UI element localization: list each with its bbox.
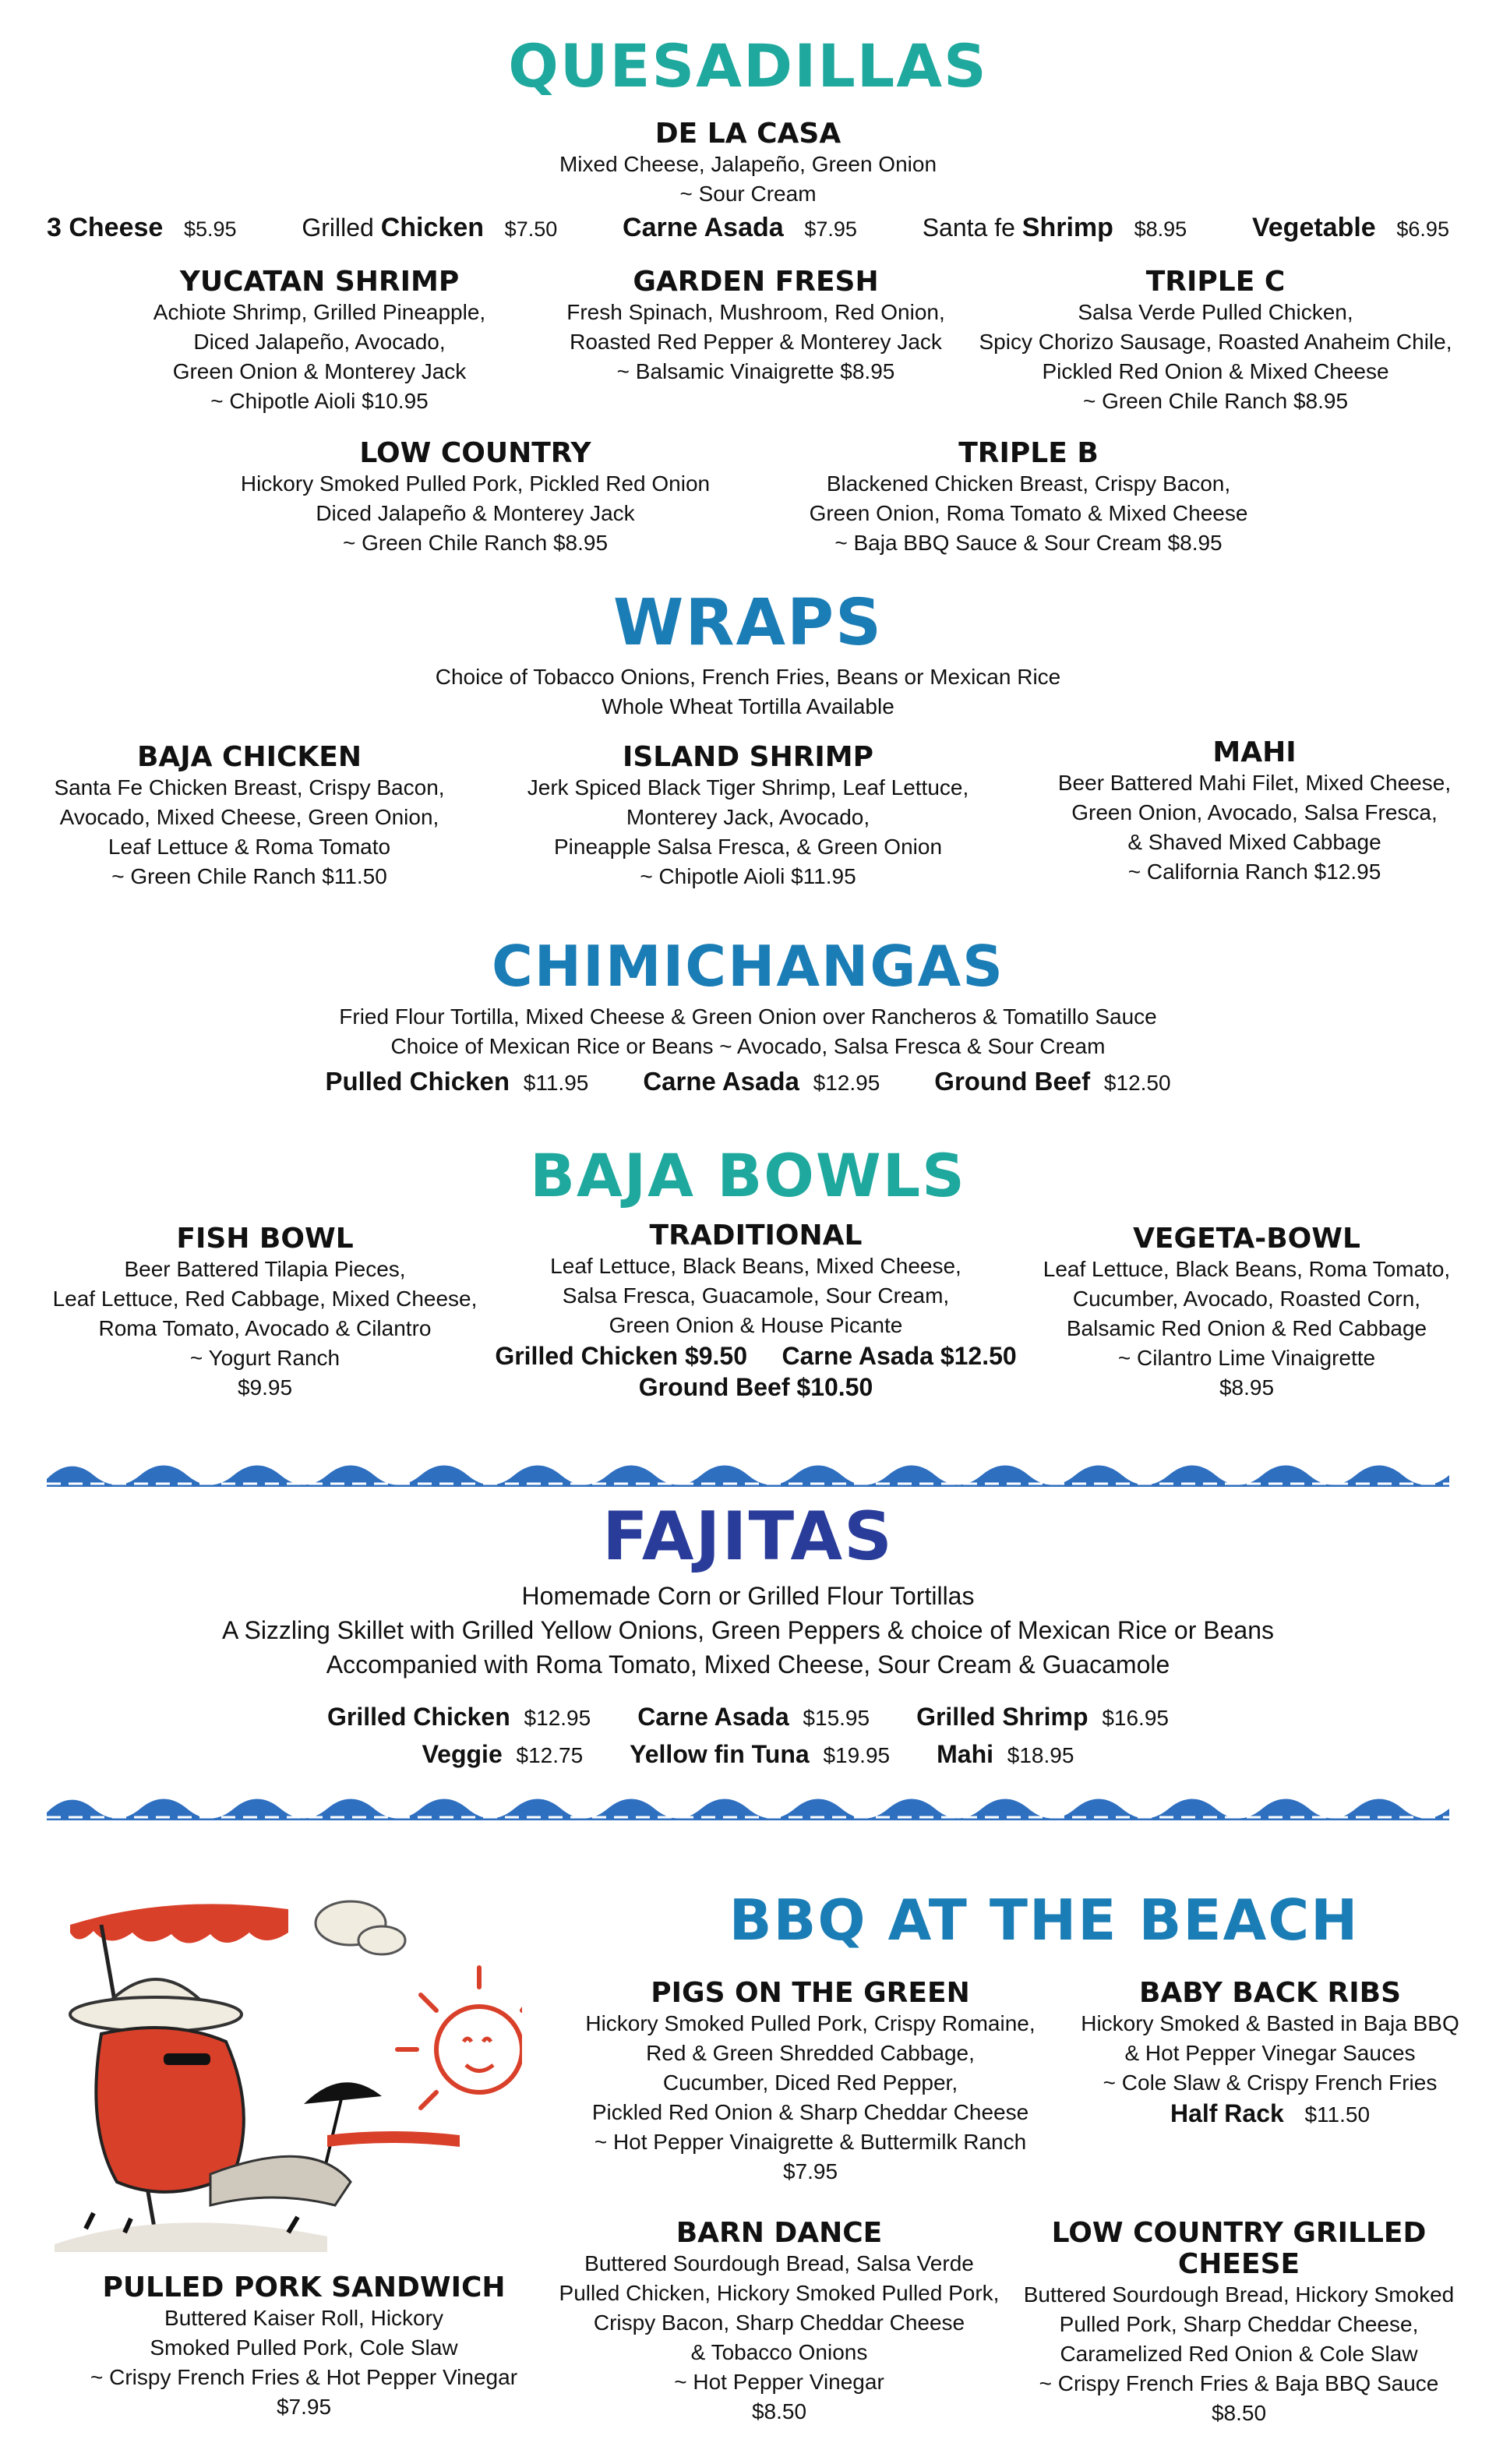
de-la-casa-line: ~ Sour Cream	[679, 182, 817, 206]
triple-c: TRIPLE C Salsa Verde Pulled Chicken, Spicy Chorizo Sausage, Roasted Anaheim Chile, Pickled Red Onion & Mixed Cheese ~ Green Chile Ranch $8.95	[979, 266, 1452, 413]
quesadilla-option: Grilled Chicken $7.50	[302, 213, 558, 242]
low-country: LOW COUNTRY Hickory Smoked Pulled Pork, Pickled Red Onion Diced Jalapeño & Monterey Jack ~ Green Chile Ranch $8.95	[240, 437, 711, 555]
chimichanga-options	[0, 1066, 1496, 1099]
wraps-title: WRAPS	[612, 586, 884, 660]
quesadilla-option: Carne Asada $7.95	[623, 213, 857, 242]
bbq-title: BBQ AT THE BEACH	[729, 1887, 1360, 1953]
fish-bowl: FISH BOWL Beer Battered Tilapia Pieces, Leaf Lettuce, Red Cabbage, Mixed Cheese, Roma Tomato, Avocado & Cilantro ~ Yogurt Ranch $9.95	[52, 1223, 478, 1400]
de-la-casa-line: Mixed Cheese, Jalapeño, Green Onion	[559, 152, 937, 176]
vegeta-bowl: VEGETA-BOWL Leaf Lettuce, Black Beans, Roma Tomato, Cucumber, Avocado, Roasted Corn, Balsamic Red Onion & Red Cabbage ~ Cilantro Lime Vinaigrette $8.95	[1043, 1223, 1451, 1400]
chimichanga-option: Carne Asada $12.95	[643, 1067, 880, 1096]
mahi: MAHI Beer Battered Mahi Filet, Mixed Cheese, Green Onion, Avocado, Salsa Fresca, & Shaved Mixed Cabbage ~ California Ranch $12.95	[1057, 736, 1452, 884]
chimichanga-option: Ground Beef $12.50	[934, 1067, 1171, 1096]
fajita-option: Grilled Chicken $12.95	[327, 1703, 591, 1731]
low-country-grilled-cheese: LOW COUNTRY GRILLED CHEESE Buttered Sourdough Bread, Hickory Smoked Pulled Pork, Sharp Cheddar Cheese, Caramelized Red Onion & Cole Slaw ~ Crispy French Fries & Baja BBQ Sauce $8.50	[1023, 2217, 1455, 2425]
fajita-option: Veggie $12.75	[422, 1740, 584, 1768]
barn-dance: BARN DANCE Buttered Sourdough Bread, Salsa Verde Pulled Chicken, Hickory Smoked Pulled Pork, Crispy Bacon, Sharp Cheddar Cheese & Tobacco Onions ~ Hot Pepper Vinegar $8.50	[559, 2217, 1000, 2423]
wave-divider	[47, 1789, 1449, 1828]
yucatan-shrimp: YUCATAN SHRIMP Achiote Shrimp, Grilled Pineapple, Diced Jalapeño, Avocado, Green Onion & Monterey Jack ~ Chipotle Aioli $10.95	[153, 266, 486, 413]
fajita-option: Carne Asada $15.95	[637, 1703, 870, 1731]
wave-divider	[47, 1456, 1449, 1495]
fajitas-intro: Homemade Corn or Grilled Flour Tortillas A Sizzling Skillet with Grilled Yellow Onions, Green Peppers & choice of Mexican Rice or Beans Accompanied with Roma Tomato, Mixed Cheese, Sour Cream & Guacamole	[222, 1582, 1274, 1679]
wraps-intro: Choice of Tobacco Onions, French Fries, Beans or Mexican Rice Whole Wheat Tortilla Available	[435, 665, 1061, 718]
beach-pig-illustration	[55, 1878, 522, 2260]
fajita-option: Yellow fin Tuna $19.95	[630, 1740, 891, 1768]
fajita-option: Grilled Shrimp $16.95	[916, 1703, 1169, 1731]
chimichangas-intro: Fried Flour Tortilla, Mixed Cheese & Green Onion over Rancheros & Tomatillo Sauce Choice of Mexican Rice or Beans ~ Avocado, Salsa Fresca & Sour Cream	[339, 1004, 1157, 1058]
baby-back-ribs: BABY BACK RIBS Hickory Smoked & Basted in Baja BBQ & Hot Pepper Vinegar Sauces ~ Cole Slaw & Crispy French Fries Half Rack $11.50	[1081, 1977, 1459, 2127]
de-la-casa	[0, 118, 1496, 209]
fajitas-title: FAJITAS	[602, 1498, 894, 1576]
pigs-on-the-green: PIGS ON THE GREEN Hickory Smoked Pulled Pork, Crispy Romaine, Red & Green Shredded Cabbage, Cucumber, Diced Red Pepper, Pickled Red Onion & Sharp Cheddar Cheese ~ Hot Pepper Vinaigrette & Buttermilk Ranch $7.95	[585, 1977, 1036, 2183]
chimichanga-option: Pulled Chicken $11.95	[325, 1067, 589, 1096]
quesadilla-option: Santa fe Shrimp $8.95	[922, 213, 1187, 242]
quesadillas-title: QUESADILLAS	[508, 31, 988, 101]
pulled-pork-sandwich: PULLED PORK SANDWICH Buttered Kaiser Roll, Hickory Smoked Pulled Pork, Cole Slaw ~ Crispy French Fries & Hot Pepper Vinegar $7.95	[90, 2272, 518, 2419]
quesadilla-option: 3 Cheese $5.95	[47, 213, 237, 242]
quesadilla-option: Vegetable $6.95	[1251, 213, 1449, 242]
triple-b: TRIPLE B Blackened Chicken Breast, Crispy Bacon, Green Onion, Roma Tomato & Mixed Cheese ~ Baja BBQ Sauce & Sour Cream $8.95	[809, 437, 1248, 555]
island-shrimp: ISLAND SHRIMP Jerk Spiced Black Tiger Shrimp, Leaf Lettuce, Monterey Jack, Avocado, Pineapple Salsa Fresca, & Green Onion ~ Chipotle Aioli $11.95	[527, 741, 969, 888]
de-la-casa-name: DE LA CASA	[654, 118, 842, 150]
fajita-option: Mahi $18.95	[937, 1740, 1074, 1768]
quesadilla-options	[47, 212, 1449, 245]
fajita-options	[0, 1699, 1496, 1774]
garden-fresh: GARDEN FRESH Fresh Spinach, Mushroom, Red Onion, Roasted Red Pepper & Monterey Jack ~ Balsamic Vinaigrette $8.95	[566, 266, 945, 383]
traditional-bowl: TRADITIONAL Leaf Lettuce, Black Beans, Mixed Cheese, Salsa Fresca, Guacamole, Sour Cream, Green Onion & House Picante Grilled Chicken $9.50 Carne Asada $12.50 Ground Beef $10.50	[495, 1220, 1017, 1401]
baja-bowls-title: BAJA BOWLS	[530, 1141, 966, 1210]
chimichangas-title: CHIMICHANGAS	[491, 934, 1005, 999]
baja-chicken: BAJA CHICKEN Santa Fe Chicken Breast, Crispy Bacon, Avocado, Mixed Cheese, Green Onion, Leaf Lettuce & Roma Tomato ~ Green Chile Ranch $11.50	[54, 741, 445, 888]
